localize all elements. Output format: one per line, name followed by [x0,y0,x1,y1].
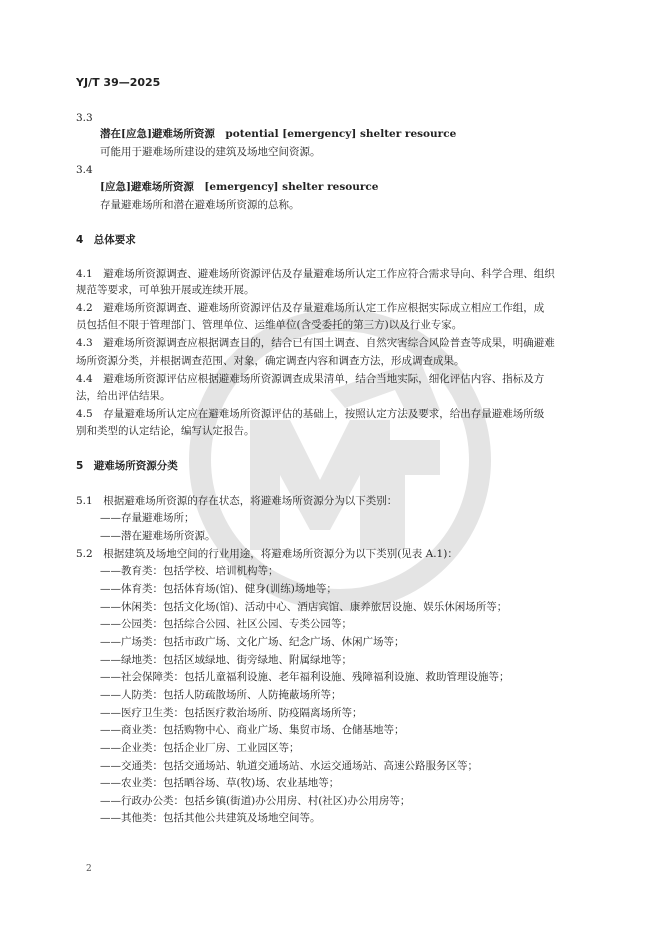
list-item: ——商业类：包括购物中心、商业广场、集贸市场、仓储基地等； [100,724,405,736]
list-item: ——体育类：包括体育场(馆)、健身(训练)场地等； [100,583,337,595]
list-item: ——交通类：包括交通场站、轨道交通场站、水运交通场站、高速公路服务区等； [100,760,478,772]
list-item: ——企业类：包括企业厂房、工业园区等； [100,742,300,754]
list-item: ——休闲类：包括文化场(馆)、活动中心、酒店宾馆、康养旅居设施、娱乐休闲场所等； [100,601,508,613]
standard-code: YJ/T 39—2025 [76,76,161,89]
term-title: [应急]避难场所资源 [emergency] shelter resource [100,181,379,193]
paragraph-line: 5.2 根据建筑及场地空间的行业用途，将避难场所资源分为以下类别(见表 A.1)： [76,548,458,560]
paragraph-line: 4.2 避难场所资源调查、避难场所资源评估及存量避难场所认定工作应根据实际成立相应工作组，成 [76,302,545,314]
list-item: ——人防类：包括人防疏散场所、人防掩蔽场所等； [100,689,342,701]
paragraph-line: 法，给出评估结果。 [76,390,171,402]
term-definition: 存量避难场所和潜在避难场所资源的总称。 [100,199,300,211]
paragraph-line: 员包括但不限于管理部门、管理单位、运维单位(含受委托的第三方)以及行业专家。 [76,319,463,331]
paragraph-line: 4.5 存量避难场所认定应在避难场所资源评估的基础上，按照认定方法及要求，给出存量避难场所级 [76,408,545,420]
list-item: ——医疗卫生类：包括医疗救治场所、防疫隔离场所等； [100,707,363,719]
paragraph-line: 4.3 避难场所资源调查应根据调查目的，结合已有国土调查、自然灾害综合风险普查等成果，明确避难 [76,337,555,349]
paragraph-line: 别和类型的认定结论，编写认定报告。 [76,425,255,437]
paragraph-line: 4.1 避难场所资源调查、避难场所资源评估及存量避难场所认定工作应符合需求导向、科学合理、组织 [76,268,555,280]
paragraph-line: 规范等要求，可单独开展或连续开展。 [76,284,255,296]
section-heading: 4 总体要求 [76,234,136,246]
list-item: ——绿地类：包括区域绿地、街旁绿地、附属绿地等； [100,654,352,666]
term-number: 3.3 [76,112,93,124]
list-item: ——教育类：包括学校、培训机构等； [100,565,279,577]
list-item: ——广场类：包括市政广场、文化广场、纪念广场、休闲广场等； [100,636,405,648]
term-definition: 可能用于避难场所建设的建筑及场地空间资源。 [100,146,321,158]
list-item: ——公园类：包括综合公园、社区公园、专类公园等； [100,618,352,630]
term-number: 3.4 [76,164,93,176]
list-item: ——农业类：包括晒谷场、草(牧)场、农业基地等； [100,777,340,789]
paragraph-line: 5.1 根据避难场所资源的存在状态，将避难场所资源分为以下类别： [76,495,398,507]
paragraph-line: 场所资源分类，并根据调查范围、对象，确定调查内容和调查方法，形成调查成果。 [76,355,465,367]
list-item: ——潜在避难场所资源。 [100,530,216,542]
list-item: ——存量避难场所； [100,512,195,524]
paragraph-line: 4.4 避难场所资源评估应根据避难场所资源调查成果清单，结合当地实际，细化评估内容、指标及方 [76,373,545,385]
term-title: 潜在[应急]避难场所资源 potential [emergency] shelter resource [100,128,457,140]
list-item: ——社会保障类：包括儿童福利设施、老年福利设施、残障福利设施、救助管理设施等； [100,671,510,683]
page-number: 2 [86,864,92,874]
list-item: ——其他类：包括其他公共建筑及场地空间等。 [100,812,321,824]
list-item: ——行政办公类：包括乡镇(街道)办公用房、村(社区)办公用房等； [100,795,411,807]
section-heading: 5 避难场所资源分类 [76,460,178,472]
